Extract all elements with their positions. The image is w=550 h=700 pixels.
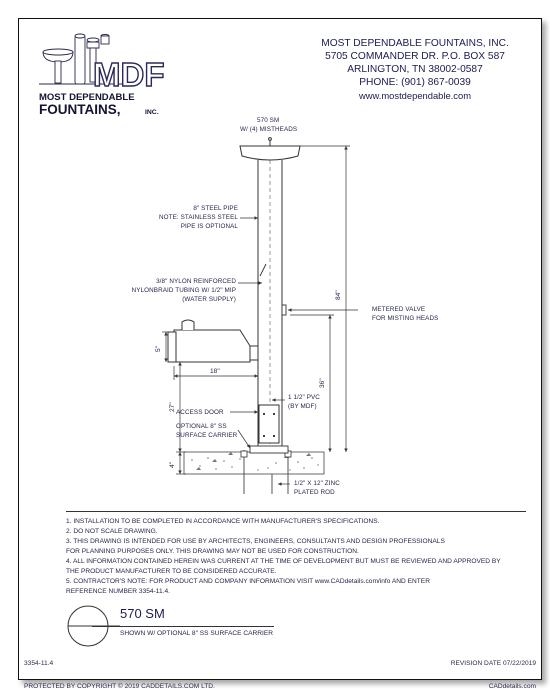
note-2: 2. DO NOT SCALE DRAWING. — [66, 528, 158, 535]
dim-18: 18" — [210, 368, 220, 375]
title-rule — [92, 626, 274, 627]
notes-rule — [66, 511, 526, 512]
drawing-subtitle: SHOWN W/ OPTIONAL 8" SS SURFACE CARRIER — [120, 630, 274, 637]
label-surface-carrier-1: OPTIONAL 8" SS — [176, 423, 227, 430]
company-address-line-2: ARLINGTON, TN 38002-0587 — [347, 64, 483, 75]
steel-pipe — [258, 160, 282, 446]
logo-mark: MDF — [93, 56, 165, 93]
label-mistheads: W/ (4) MISTHEADS — [240, 126, 298, 133]
note-3: 3. THIS DRAWING IS INTENDED FOR USE BY ARCHITECTS, ENGINEERS, CONSULTANTS AND DESIGN PROFESSIONALS — [66, 538, 445, 545]
company-address-line-1: 5705 COMMANDER DR. P.O. BOX 587 — [325, 51, 505, 62]
side-bowl — [168, 320, 258, 362]
caddetails-link[interactable]: CADdetails.com — [488, 683, 536, 690]
note-4: 4. ALL INFORMATION CONTAINED HEREIN WAS CURRENT AT THE TIME OF DEVELOPMENT BUT MUST BE REVIEWED AND APPROVED BY — [66, 558, 501, 565]
label-water-supply: (WATER SUPPLY) — [182, 296, 236, 303]
label-misting-heads: FOR MISTING HEADS — [372, 315, 439, 322]
note-1: 1. INSTALLATION TO BE COMPLETED IN ACCORDANCE WITH MANUFACTURER'S SPECIFICATIONS. — [66, 518, 380, 525]
label-pipe-note: NOTE: STAINLESS STEEL — [159, 214, 238, 221]
logo-line-1: MOST DEPENDABLE — [39, 92, 135, 103]
company-phone: PHONE: (901) 867-0039 — [359, 77, 471, 88]
label-by-mdf: (BY MDF) — [288, 403, 317, 410]
copyright: PROTECTED BY COPYRIGHT © 2019 CADDETAILS.COM LTD. — [24, 683, 215, 690]
access-door — [259, 405, 279, 443]
logo-line-2: FOUNTAINS, — [39, 102, 121, 117]
misting-head — [240, 138, 300, 160]
dim-5: 5" — [155, 345, 162, 352]
concrete-slab — [184, 452, 324, 474]
label-nylon-tubing: 3/8" NYLON REINFORCED — [156, 278, 236, 285]
note-4-cont: THE PRODUCT MANUFACTURER TO BE CONSIDERED ACCURATE. — [66, 568, 277, 575]
dim-4: 4" — [169, 461, 176, 468]
label-steel-pipe: 8" STEEL PIPE — [193, 205, 238, 212]
label-access-door: ACCESS DOOR — [176, 409, 224, 416]
dim-27: 27" — [169, 402, 176, 412]
company-website: www.mostdependable.com — [358, 90, 472, 101]
label-pvc: 1 1/2" PVC — [288, 394, 320, 401]
metered-valve — [282, 305, 286, 315]
logo-suffix: INC. — [145, 109, 159, 116]
company-name: MOST DEPENDABLE FOUNTAINS, INC. — [321, 38, 509, 49]
note-5-cont: REFERENCE NUMBER 3354-11.4. — [66, 588, 170, 595]
reference-number: 3354-11.4 — [24, 660, 54, 667]
label-plated-rod: PLATED ROD — [294, 489, 335, 496]
label-nylonbraid: NYLONBRAID TUBING W/ 1/2" MIP — [131, 287, 236, 294]
label-model-head: 570 SM — [257, 117, 280, 124]
label-zinc-rod: 1/2" X 12" ZINC — [294, 480, 340, 487]
label-surface-carrier-2: SURFACE CARRIER — [176, 432, 238, 439]
label-pipe-optional: PIPE IS OPTIONAL — [180, 223, 238, 230]
revision-date: REVISION DATE 07/22/2019 — [450, 660, 536, 667]
surface-carrier — [250, 446, 288, 453]
note-3-cont: FOR PLANNING PURPOSES ONLY. THIS DRAWING MAY NOT BE USED FOR CONSTRUCTION. — [66, 548, 359, 555]
dim-84: 84" — [335, 290, 342, 300]
drawing-title: 570 SM — [120, 606, 165, 621]
label-metered-valve: METERED VALVE — [372, 306, 426, 313]
dim-36: 36" — [319, 378, 326, 388]
note-5: 5. CONTRACTOR'S NOTE: FOR PRODUCT AND COMPANY INFORMATION VISIT www.CADdetails.com/info AND ENTER — [66, 578, 430, 585]
